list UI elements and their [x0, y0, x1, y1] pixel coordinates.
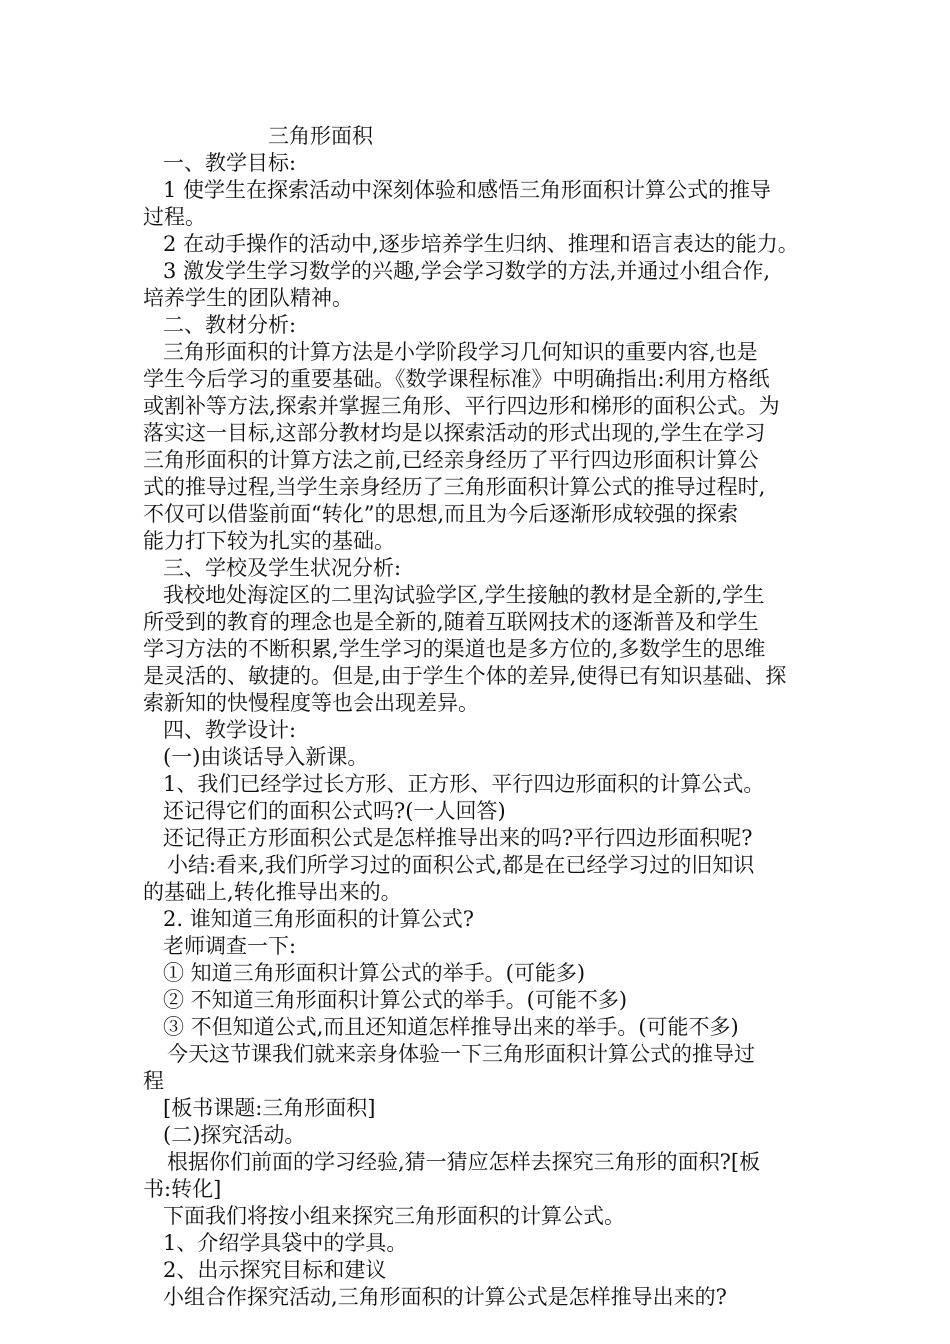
text-line: 过程。: [143, 205, 206, 229]
text-line: 1、我们已经学过长方形、正方形、平行四边形面积的计算公式。: [163, 772, 765, 796]
text-line: 根据你们前面的学习经验,猜一猜应怎样去探究三角形的面积?[板: [167, 1150, 761, 1174]
text-line: 四、教学设计:: [163, 718, 297, 742]
text-line: 下面我们将按小组来探究三角形面积的计算公式。: [163, 1204, 625, 1228]
text-line: 2. 谁知道三角形面积的计算公式?: [163, 907, 474, 931]
text-line: 今天这节课我们就来亲身体验一下三角形面积计算公式的推导过: [167, 1042, 755, 1066]
text-line: 还记得正方形面积公式是怎样推导出来的吗?平行四边形面积呢?: [163, 826, 753, 850]
text-line: 1、介绍学具袋中的学具。: [163, 1231, 408, 1255]
text-line: 书:转化]: [143, 1177, 222, 1201]
text-line: 一、教学目标:: [163, 151, 297, 175]
text-line: 或割补等方法,探索并掌握三角形、平行四边形和梯形的面积公式。为: [143, 394, 780, 418]
text-line: 能力打下较为扎实的基础。: [143, 529, 395, 553]
text-line: ③ 不但知道公式,而且还知道怎样推导出来的举手。(可能不多): [163, 1015, 739, 1039]
text-line: 三角形面积的计算方法之前,已经亲身经历了平行四边形面积计算公: [143, 448, 759, 472]
text-line: 落实这一目标,这部分教材均是以探索活动的形式出现的,学生在学习: [143, 421, 766, 445]
text-line: 小结:看来,我们所学习过的面积公式,都是在已经学习过的旧知识: [167, 853, 755, 877]
text-line: 式的推导过程,当学生亲身经历了三角形面积计算公式的推导过程时,: [143, 475, 766, 499]
text-line: 小组合作探究活动,三角形面积的计算公式是怎样推导出来的?: [163, 1285, 727, 1309]
text-line: 2 在动手操作的活动中,逐步培养学生归纳、推理和语言表达的能力。: [163, 232, 799, 256]
text-line: 学习方法的不断积累,学生学习的渠道也是多方位的,多数学生的思维: [143, 637, 766, 661]
text-line: (二)探究活动。: [163, 1123, 306, 1147]
text-line: 三角形面积的计算方法是小学阶段学习几何知识的重要内容,也是: [163, 340, 758, 364]
text-line: 3 激发学生学习数学的兴趣,学会学习数学的方法,并通过小组合作,: [163, 259, 771, 283]
text-line: [板书课题:三角形面积]: [163, 1096, 376, 1120]
document-title: 三角形面积: [268, 124, 373, 148]
text-line: 学生今后学习的重要基础。《数学课程标准》中明确指出:利用方格纸: [143, 367, 770, 391]
document-body: [143, 123, 815, 1311]
text-line: 2、出示探究目标和建议: [163, 1258, 387, 1282]
text-line: 所受到的教育的理念也是全新的,随着互联网技术的逐渐普及和学生: [143, 610, 759, 634]
text-line: 三、学校及学生状况分析:: [163, 556, 402, 580]
text-line: (一)由谈话导入新课。: [163, 745, 369, 769]
text-line: 我校地处海淀区的二里沟试验学区,学生接触的教材是全新的,学生: [163, 583, 765, 607]
text-line: 的基础上,转化推导出来的。: [143, 880, 402, 904]
text-line: 二、教材分析:: [163, 313, 297, 337]
text-line: 还记得它们的面积公式吗?(一人回答): [163, 799, 506, 823]
text-line: 是灵活的、敏捷的。但是,由于学生个体的差异,使得已有知识基础、探: [143, 664, 787, 688]
text-line: 索新知的快慢程度等也会出现差异。: [143, 691, 479, 715]
text-line: 1 使学生在探索活动中深刻体验和感悟三角形面积计算公式的推导: [163, 178, 772, 202]
text-line: 程: [143, 1069, 164, 1093]
text-line: 培养学生的团队精神。: [143, 286, 353, 310]
text-line: ② 不知道三角形面积计算公式的举手。(可能不多): [163, 988, 628, 1012]
text-line: ① 知道三角形面积计算公式的举手。(可能多): [163, 961, 586, 985]
text-line: 老师调查一下:: [163, 934, 297, 958]
text-line: 不仅可以借鉴前面“转化”的思想,而且为今后逐渐形成较强的探索: [143, 502, 739, 526]
